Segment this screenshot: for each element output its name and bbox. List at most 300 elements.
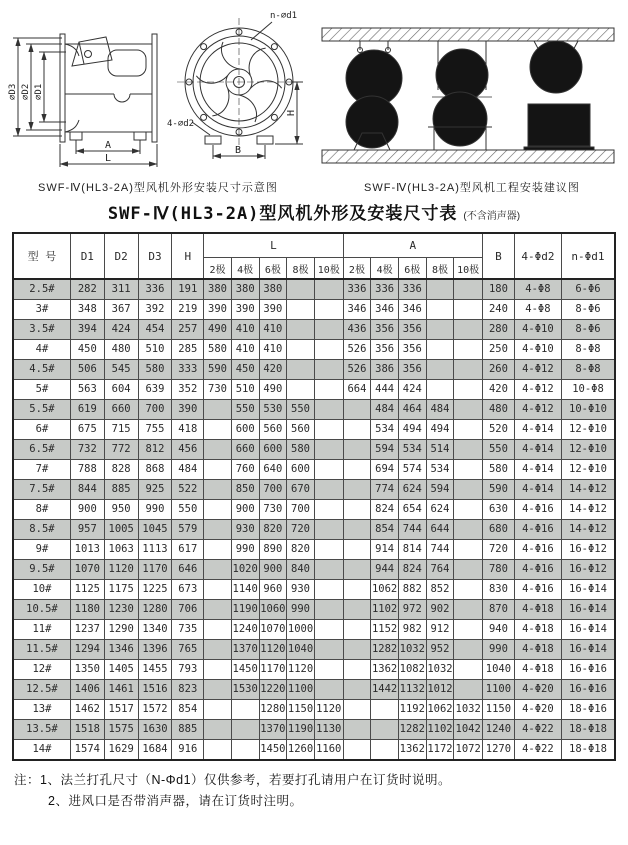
cell-a-6pole: 494 [398,420,426,440]
cell-a-8pole [426,320,454,340]
cell-h: 522 [172,480,204,500]
cell-d3: 990 [138,500,172,520]
cell-4-d2-holes: 4-Φ22 [514,740,561,761]
cell-d3: 868 [138,460,172,480]
table-row [13,740,615,761]
cell-l-6pole: 1060 [259,600,287,620]
cell-d2: 885 [104,480,138,500]
cell-a-8pole [426,279,454,300]
cell-d2: 772 [104,440,138,460]
cell-a-10pole [454,400,483,420]
page-title-main: SWF-Ⅳ(HL3-2A)型风机外形及安装尺寸表 [107,204,458,224]
table-row [13,340,615,360]
cell-d1: 563 [70,380,104,400]
cell-h: 257 [172,320,204,340]
cell-l-10pole [314,660,343,680]
header-a-8pole: 8极 [426,258,454,280]
cell-4-d2-holes: 4-Φ14 [514,440,561,460]
cell-l-10pole [314,400,343,420]
cell-l-6pole: 730 [259,500,287,520]
cell-a-6pole: 1282 [398,720,426,740]
cell-4-d2-holes: 4-Φ20 [514,700,561,720]
cell-4-d2-holes: 4-Φ14 [514,420,561,440]
cell-l-8pole [287,320,315,340]
table-row [13,480,615,500]
cell-l-8pole: 820 [287,540,315,560]
cell-l-6pole: 410 [259,340,287,360]
cell-l-2pole [204,640,232,660]
cell-b: 780 [483,560,515,580]
cell-a-4pole: 914 [371,540,399,560]
cell-l-6pole: 560 [259,420,287,440]
cell-a-6pole: 824 [398,560,426,580]
cell-model: 8.5# [13,520,70,540]
cell-a-2pole [343,560,371,580]
cell-a-4pole: 346 [371,300,399,320]
cell-model: 4.5# [13,360,70,380]
ceiling-slab [322,28,614,41]
cell-b: 520 [483,420,515,440]
cell-d3: 639 [138,380,172,400]
cell-model: 7.5# [13,480,70,500]
cell-l-10pole [314,340,343,360]
cell-l-4pole: 1020 [231,560,259,580]
cell-a-4pole: 944 [371,560,399,580]
cell-l-6pole: 1370 [259,720,287,740]
cell-l-2pole [204,500,232,520]
cell-l-8pole: 720 [287,520,315,540]
cell-4-d2-holes: 4-Φ20 [514,680,561,700]
dim-label-d1: ∅D1 [34,83,44,100]
header-model: 型 号 [13,233,70,279]
cell-a-10pole [454,300,483,320]
cell-d3: 454 [138,320,172,340]
cell-b: 1240 [483,720,515,740]
cell-d1: 348 [70,300,104,320]
header-a-2pole: 2极 [343,258,371,280]
cell-a-2pole: 664 [343,380,371,400]
cell-n-d1-holes: 12-Φ10 [561,460,615,480]
cell-a-10pole [454,500,483,520]
cell-d3: 1045 [138,520,172,540]
cell-d1: 1237 [70,620,104,640]
cell-a-10pole [454,540,483,560]
cell-model: 9.5# [13,560,70,580]
cell-l-2pole [204,620,232,640]
header-l-8pole: 8极 [287,258,315,280]
cell-l-6pole: 1120 [259,640,287,660]
cell-l-2pole [204,740,232,761]
cell-l-6pole: 700 [259,480,287,500]
cell-l-10pole [314,580,343,600]
cell-n-d1-holes: 16-Φ12 [561,560,615,580]
cell-l-2pole: 580 [204,340,232,360]
cell-l-6pole: 960 [259,580,287,600]
table-row [13,660,615,680]
table-row [13,700,615,720]
cell-l-4pole: 1450 [231,660,259,680]
cell-a-4pole: 484 [371,400,399,420]
cell-a-4pole: 534 [371,420,399,440]
cell-d3: 1170 [138,560,172,580]
cell-a-4pole [371,700,399,720]
cell-l-2pole [204,460,232,480]
cell-l-6pole: 1280 [259,700,287,720]
cell-d3: 336 [138,279,172,300]
cell-l-4pole: 660 [231,440,259,460]
cell-a-8pole: 514 [426,440,454,460]
cell-a-10pole [454,680,483,700]
cell-a-2pole [343,640,371,660]
cell-h: 673 [172,580,204,600]
table-row [13,620,615,640]
cell-l-8pole: 550 [287,400,315,420]
cell-n-d1-holes: 8-Φ6 [561,300,615,320]
cell-d3: 1225 [138,580,172,600]
cell-l-8pole: 990 [287,600,315,620]
header-a-group: A [343,233,482,258]
cell-l-4pole [231,740,259,761]
cell-n-d1-holes: 8-Φ8 [561,360,615,380]
cell-a-6pole: 744 [398,520,426,540]
cell-l-2pole [204,560,232,580]
dim-label-h: H [286,109,297,116]
cell-l-6pole: 420 [259,360,287,380]
cell-a-4pole [371,720,399,740]
cell-h: 219 [172,300,204,320]
cell-d2: 715 [104,420,138,440]
cell-h: 706 [172,600,204,620]
cell-d3: 700 [138,400,172,420]
cell-l-8pole: 700 [287,500,315,520]
cell-d2: 1517 [104,700,138,720]
cell-n-d1-holes: 14-Φ12 [561,500,615,520]
header-d1: D1 [70,233,104,279]
dim-label-n-d1: n-∅d1 [270,11,298,21]
cell-d2: 604 [104,380,138,400]
cell-a-8pole: 952 [426,640,454,660]
cell-l-8pole: 1150 [287,700,315,720]
cell-4-d2-holes: 4-Φ12 [514,380,561,400]
cell-a-6pole: 1192 [398,700,426,720]
cell-d3: 580 [138,360,172,380]
table-row [13,420,615,440]
cell-l-6pole: 530 [259,400,287,420]
cell-l-4pole [231,720,259,740]
cell-h: 390 [172,400,204,420]
cell-model: 8# [13,500,70,520]
cell-n-d1-holes: 16-Φ16 [561,660,615,680]
cell-model: 13.5# [13,720,70,740]
table-row [13,400,615,420]
cell-l-6pole: 380 [259,279,287,300]
cell-a-8pole: 534 [426,460,454,480]
cell-b: 180 [483,279,515,300]
cell-b: 1150 [483,700,515,720]
cell-a-2pole [343,620,371,640]
cell-l-8pole: 930 [287,580,315,600]
header-l-group: L [204,233,343,258]
cell-d3: 1280 [138,600,172,620]
cell-a-8pole [426,340,454,360]
cell-l-6pole: 640 [259,460,287,480]
cell-l-2pole: 390 [204,300,232,320]
cell-h: 617 [172,540,204,560]
cell-a-8pole: 764 [426,560,454,580]
cell-d2: 1063 [104,540,138,560]
cell-model: 5# [13,380,70,400]
cell-l-10pole [314,520,343,540]
cell-h: 793 [172,660,204,680]
dim-label-4-d2: 4-∅d2 [167,119,195,129]
cell-n-d1-holes: 10-Φ8 [561,380,615,400]
footnote-line-2 [48,791,614,812]
cell-d1: 506 [70,360,104,380]
cell-l-4pole: 1140 [231,580,259,600]
cell-a-4pole: 774 [371,480,399,500]
cell-a-2pole [343,480,371,500]
table-row [13,520,615,540]
header-l-6pole: 6极 [259,258,287,280]
header-d2: D2 [104,233,138,279]
cell-h: 735 [172,620,204,640]
cell-a-10pole: 1032 [454,700,483,720]
cell-l-6pole: 1170 [259,660,287,680]
cell-a-2pole [343,420,371,440]
cell-a-4pole: 336 [371,279,399,300]
cell-b: 720 [483,540,515,560]
header-4-d2: 4-Φd2 [514,233,561,279]
cell-a-8pole: 1062 [426,700,454,720]
cell-n-d1-holes: 16-Φ16 [561,680,615,700]
cell-a-10pole [454,620,483,640]
cell-l-4pole: 930 [231,520,259,540]
cell-h: 285 [172,340,204,360]
cell-l-10pole [314,600,343,620]
cell-l-6pole: 1450 [259,740,287,761]
cell-4-d2-holes: 4-Φ12 [514,360,561,380]
cell-4-d2-holes: 4-Φ10 [514,340,561,360]
cell-a-4pole: 386 [371,360,399,380]
cell-l-2pole [204,700,232,720]
cell-4-d2-holes: 4-Φ14 [514,480,561,500]
cell-a-10pole [454,480,483,500]
cell-h: 885 [172,720,204,740]
cell-l-8pole [287,380,315,400]
cell-a-10pole [454,460,483,480]
cell-n-d1-holes: 14-Φ12 [561,480,615,500]
cell-a-6pole: 424 [398,380,426,400]
cell-a-6pole: 1132 [398,680,426,700]
cell-n-d1-holes: 8-Φ8 [561,340,615,360]
cell-d3: 1572 [138,700,172,720]
cell-d1: 957 [70,520,104,540]
cell-a-2pole [343,540,371,560]
page-title [0,199,628,224]
cell-l-2pole [204,520,232,540]
cell-l-4pole: 410 [231,340,259,360]
cell-a-8pole [426,300,454,320]
cell-h: 550 [172,500,204,520]
cell-model: 6.5# [13,440,70,460]
table-row [13,300,615,320]
cell-l-2pole: 590 [204,360,232,380]
cell-n-d1-holes: 12-Φ10 [561,440,615,460]
cell-l-4pole: 450 [231,360,259,380]
cell-model: 3# [13,300,70,320]
cell-a-4pole: 1102 [371,600,399,620]
cell-a-10pole [454,420,483,440]
cell-b: 260 [483,360,515,380]
cell-d2: 1230 [104,600,138,620]
table-row [13,320,615,340]
table-row [13,460,615,480]
footnote-2-text: 2、进风口是否带消声器，请在订货时注明。 [48,793,303,808]
cell-d2: 545 [104,360,138,380]
cell-a-4pole: 1062 [371,580,399,600]
dim-label-a: A [105,140,112,151]
table-row [13,580,615,600]
cell-l-2pole: 380 [204,279,232,300]
cell-l-8pole: 1000 [287,620,315,640]
cell-4-d2-holes: 4-Φ8 [514,279,561,300]
cell-a-8pole: 1172 [426,740,454,761]
dim-label-d2: ∅D2 [21,83,31,100]
table-row [13,680,615,700]
cell-a-10pole [454,360,483,380]
header-a-10pole: 10极 [454,258,483,280]
cell-d1: 1013 [70,540,104,560]
cell-a-4pole: 1282 [371,640,399,660]
cell-4-d2-holes: 4-Φ16 [514,580,561,600]
cell-b: 870 [483,600,515,620]
cell-l-8pole: 1190 [287,720,315,740]
cell-model: 10.5# [13,600,70,620]
cell-l-2pole [204,400,232,420]
cell-a-8pole: 1032 [426,660,454,680]
fan-dimension-drawing [4,4,308,176]
cell-d1: 732 [70,440,104,460]
cell-a-8pole: 594 [426,480,454,500]
cell-d2: 1005 [104,520,138,540]
cell-model: 14# [13,740,70,761]
cell-d2: 1405 [104,660,138,680]
cell-d3: 1396 [138,640,172,660]
cell-l-10pole [314,540,343,560]
cell-a-8pole: 852 [426,580,454,600]
table-row [13,540,615,560]
cell-a-10pole [454,660,483,680]
cell-l-4pole: 1530 [231,680,259,700]
cell-a-6pole: 464 [398,400,426,420]
cell-d3: 1684 [138,740,172,761]
cell-l-6pole: 390 [259,300,287,320]
cell-l-4pole: 850 [231,480,259,500]
cell-a-8pole: 644 [426,520,454,540]
cell-a-10pole [454,560,483,580]
cell-l-10pole [314,279,343,300]
installation-drawing-svg [316,4,622,176]
cell-d2: 1461 [104,680,138,700]
cell-a-2pole [343,460,371,480]
cell-a-8pole: 624 [426,500,454,520]
cell-d3: 925 [138,480,172,500]
cell-d1: 619 [70,400,104,420]
cell-d2: 367 [104,300,138,320]
header-d3: D3 [138,233,172,279]
cell-d2: 1290 [104,620,138,640]
footnote-prefix: 注： [14,773,41,787]
cell-n-d1-holes: 16-Φ14 [561,580,615,600]
cell-d2: 480 [104,340,138,360]
cell-a-4pole: 594 [371,440,399,460]
cell-h: 333 [172,360,204,380]
cell-a-4pole: 854 [371,520,399,540]
cell-b: 580 [483,460,515,480]
cell-l-10pole [314,480,343,500]
cell-d1: 1406 [70,680,104,700]
cell-l-8pole: 1040 [287,640,315,660]
cell-l-10pole [314,460,343,480]
cell-model: 6# [13,420,70,440]
cell-b: 250 [483,340,515,360]
table-row [13,380,615,400]
cell-4-d2-holes: 4-Φ8 [514,300,561,320]
cell-h: 646 [172,560,204,580]
cell-l-8pole: 1260 [287,740,315,761]
cell-a-2pole [343,600,371,620]
cell-a-8pole: 494 [426,420,454,440]
installation-suggestion-drawing [316,4,622,176]
cell-l-10pole [314,320,343,340]
cell-l-8pole: 840 [287,560,315,580]
cell-l-4pole: 600 [231,420,259,440]
cell-a-6pole: 356 [398,320,426,340]
cell-n-d1-holes: 10-Φ10 [561,400,615,420]
cell-model: 11# [13,620,70,640]
cell-l-10pole [314,420,343,440]
cell-a-4pole: 1152 [371,620,399,640]
cell-b: 830 [483,580,515,600]
cell-h: 484 [172,460,204,480]
cell-d1: 394 [70,320,104,340]
cell-d3: 510 [138,340,172,360]
cell-d1: 282 [70,279,104,300]
cell-l-2pole [204,580,232,600]
cell-h: 191 [172,279,204,300]
cell-n-d1-holes: 16-Φ14 [561,600,615,620]
page-title-suffix: (不含消声器) [463,211,521,222]
header-a-6pole: 6极 [398,258,426,280]
cell-4-d2-holes: 4-Φ16 [514,500,561,520]
cell-a-8pole: 1102 [426,720,454,740]
cell-l-2pole [204,420,232,440]
cell-a-2pole: 346 [343,300,371,320]
cell-a-8pole: 902 [426,600,454,620]
cell-d1: 900 [70,500,104,520]
cell-l-4pole: 900 [231,500,259,520]
right-diagram-caption: SWF-Ⅳ(HL3-2A)型风机工程安装建议图 [364,182,580,194]
table-row [13,720,615,740]
cell-d1: 675 [70,420,104,440]
table-row [13,440,615,460]
cell-model: 7# [13,460,70,480]
header-n-d1: n-Φd1 [561,233,615,279]
cell-a-2pole [343,740,371,761]
spec-table-body [13,279,615,760]
cell-a-10pole [454,279,483,300]
cell-model: 4# [13,340,70,360]
